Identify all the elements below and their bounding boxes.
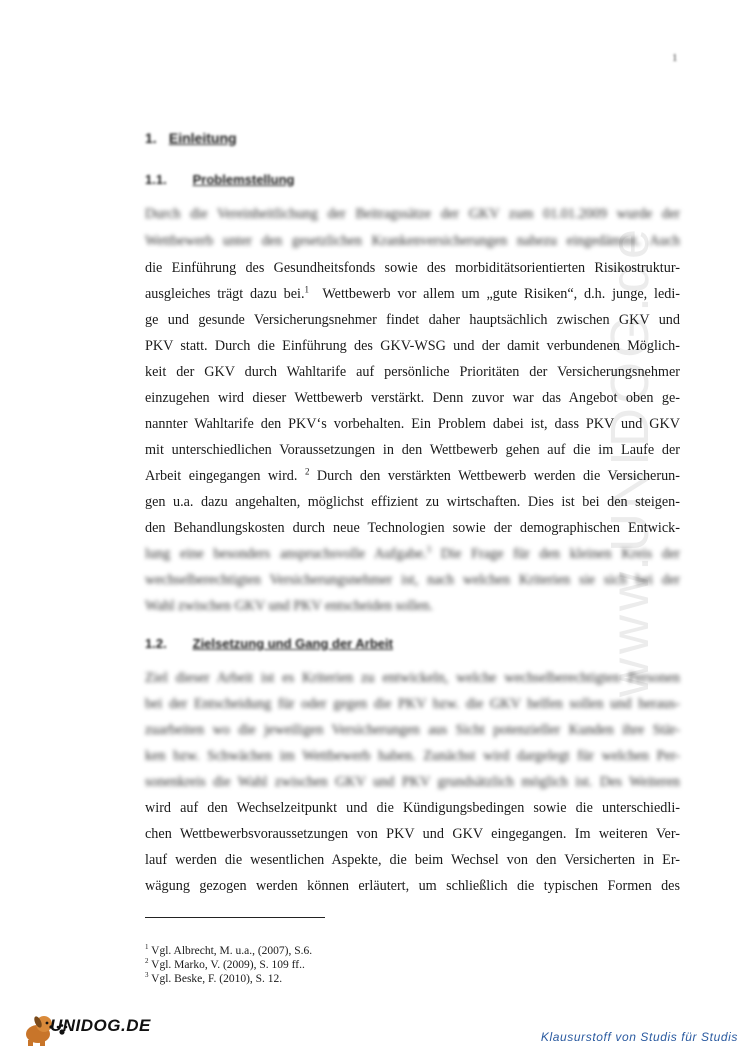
section-heading-goals [145, 636, 393, 651]
chapter-heading [145, 130, 237, 146]
page-number: 1 [672, 52, 678, 64]
line-text: Wettbewerb vor allem um „gute Risiken“, d.h. junge, ledi- [322, 286, 680, 302]
paragraph-line: Wettbewerb unter den gesetzlichen Krankenversicherungen nahezu eingedämmt. Auch [145, 233, 680, 249]
line-text: Arbeit eingegangen wird. [145, 468, 298, 484]
footnote-number: 1 [145, 943, 149, 952]
footnote-separator [145, 917, 325, 918]
paragraph-line: wägung gezogen werden können erläutert, um schließlich die typischen Formen des [145, 878, 680, 894]
paragraph-line: den Behandlungskosten durch neue Technologien sowie der demographischen Entwick- [145, 520, 680, 536]
section-heading-problem [145, 172, 294, 187]
footnote-mark: 3 [426, 544, 431, 555]
heading-text: Zielsetzung und Gang der Arbeit [192, 636, 393, 651]
paragraph-line: lauf werden die wesentlichen Aspekte, die beim Wechsel von den Versicherten in Er- [145, 852, 680, 868]
paragraph-line: einzugehen wird dieser Wettbewerb verstärkt. Denn zuvor war das Angebot oben ge- [145, 390, 680, 406]
heading-number: 1.2. [145, 636, 167, 651]
line-text: Die Frage für den kleinen Kreis der [440, 546, 680, 562]
paragraph-line: Ziel dieser Arbeit ist es Kriterien zu entwickeln, welche wechselberechtigten Personen [145, 670, 680, 686]
paragraph-line: sonenkreis die Wahl zwischen GKV und PKV grundsätzlich möglich ist. Des Weiteren [145, 774, 680, 790]
footnote [145, 959, 305, 972]
footnote-mark: 1 [304, 284, 310, 295]
paragraph-line: PKV statt. Durch die Einführung des GKV-WSG und der damit verbundenen Möglich- [145, 338, 680, 354]
heading-text: Einleitung [168, 130, 237, 146]
paragraph-line [145, 467, 680, 485]
paragraph-line [145, 285, 680, 303]
paragraph-line: die Einführung des Gesundheitsfonds sowie des morbiditätsorientierten Risikostruktur- [145, 260, 680, 276]
footnote-mark: 2 [304, 466, 310, 477]
footnote-text: Vgl. Albrecht, M. u.a., (2007), S.6. [151, 945, 313, 957]
paragraph-line: chen Wettbewerbsvoraussetzungen von PKV und GKV eingegangen. Im weiteren Ver- [145, 826, 680, 842]
heading-text: Problemstellung [192, 172, 295, 187]
paragraph-line: ken bzw. Schwächen im Wettbewerb haben. Zunächst wird dargelegt für welchen Per- [145, 748, 680, 764]
heading-number: 1.1. [145, 172, 167, 187]
paragraph-line [145, 545, 680, 563]
paragraph-line: wechselberechtigten Versicherungsnehmer ist, nach welchen Kriterien sie sich bei der [145, 572, 680, 588]
line-text: lung eine besonders anspruchsvolle Aufgabe. [145, 546, 427, 562]
paragraph-line: ge und gesunde Versicherungsnehmer findet daher hauptsächlich zwischen GKV und [145, 312, 680, 328]
dog-icon [26, 1015, 53, 1046]
footnote-number: 3 [145, 971, 149, 980]
logo-text: UNIDOG.DE [50, 1016, 151, 1035]
paragraph-line: zuarbeiten wo die jeweiligen Versicherungen aus Sicht potenzieller Kunden ihre Stär- [145, 722, 680, 738]
paragraph-line: Durch die Vereinheitlichung der Beitragssätze der GKV zum 01.01.2009 wurde der [145, 206, 680, 222]
paragraph-line: nannter Wahltarife den PKV‘s vorbehalten. Ein Problem dabei ist, dass PKV und GKV [145, 416, 680, 432]
paragraph-line: Wahl zwischen GKV und PKV entscheiden sollen. [145, 598, 433, 614]
paragraph-line: keit der GKV durch Wahltarife auf persönliche Prioritäten der Versicherungsnehmer [145, 364, 680, 380]
footnote [145, 973, 282, 986]
footnote-number: 2 [145, 957, 149, 966]
line-text: ausgleiches trägt dazu bei. [145, 286, 305, 302]
paragraph-line: gen u.a. dazu angehalten, möglichst effizient zu wirtschaften. Dies ist bei den steigen- [145, 494, 680, 510]
footnote-text: Vgl. Marko, V. (2009), S. 109 ff.. [151, 959, 305, 971]
heading-number: 1. [145, 130, 157, 146]
watermark: www.UNIDOG.de [600, 224, 660, 698]
footnote-text: Vgl. Beske, F. (2010), S. 12. [151, 973, 283, 985]
footer-tagline: Klausurstoff von Studis für Studis [540, 1030, 738, 1044]
paragraph-line: bei der Entscheidung für oder gegen die PKV bzw. die GKV helfen sollen und heraus- [145, 696, 680, 712]
footnote [145, 945, 312, 958]
paragraph-line: mit unterschiedlichen Voraussetzungen in den Wettbewerb gehen auf die im Laufe der [145, 442, 680, 458]
line-text: Durch den verstärkten Wettbewerb werden die Versicherun- [316, 468, 680, 484]
paragraph-line: wird auf den Wechselzeitpunkt und die Kündigungsbedingen sowie die unterschiedli- [145, 800, 680, 816]
